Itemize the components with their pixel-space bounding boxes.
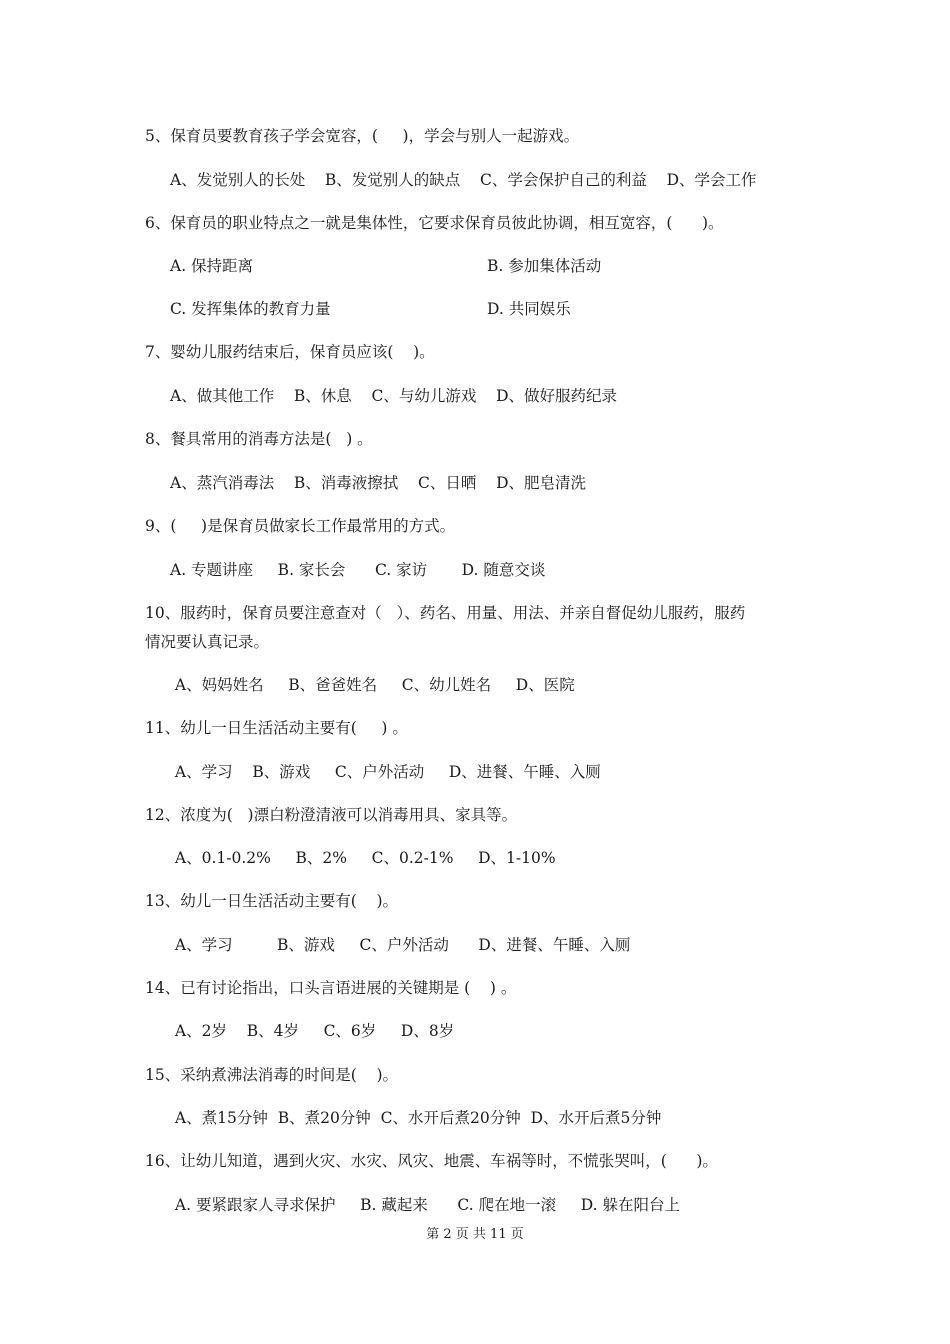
question-15: 15、采纳煮沸法消毒的时间是( )。 (145, 1066, 399, 1084)
option-6b: B. 参加集体活动 (487, 257, 602, 275)
options-14: A、2岁 B、4岁 C、6岁 D、8岁 (170, 1022, 455, 1040)
question-6: 6、保育员的职业特点之一就是集体性，它要求保育员彼此协调，相互宽容，( )。 (145, 214, 724, 232)
question-8: 8、餐具常用的消毒方法是( ) 。 (145, 430, 373, 448)
options-11: A、学习 B、游戏 C、户外活动 D、进餐、午睡、入厕 (170, 763, 601, 781)
question-14: 14、已有讨论指出，口头言语进展的关键期是 ( ) 。 (145, 979, 517, 997)
options-8: A、蒸汽消毒法 B、消毒液擦拭 C、日晒 D、肥皂清洗 (170, 474, 586, 492)
options-9: A. 专题讲座 B. 家长会 C. 家访 D. 随意交谈 (170, 561, 546, 579)
option-6d: D. 共同娱乐 (487, 300, 571, 318)
page-footer: 第 2 页 共 11 页 (426, 1227, 524, 1242)
question-16: 16、让幼儿知道，遇到火灾、水灾、风灾、地震、车祸等时，不慌张哭叫，( )。 (145, 1152, 718, 1170)
question-7: 7、婴幼儿服药结束后，保育员应该( )。 (145, 343, 435, 361)
options-15: A、煮15分钟 B、煮20分钟 C、水开后煮20分钟 D、水开后煮5分钟 (170, 1109, 662, 1127)
option-6c: C. 发挥集体的教育力量 (170, 300, 331, 318)
options-5: A、发觉别人的长处 B、发觉别人的缺点 C、学会保护自己的利益 D、学会工作 (170, 171, 757, 189)
question-12: 12、浓度为( )漂白粉澄清液可以消毒用具、家具等。 (145, 806, 518, 824)
question-5: 5、保育员要教育孩子学会宽容，( )，学会与别人一起游戏。 (145, 127, 580, 145)
question-13: 13、幼儿一日生活活动主要有( )。 (145, 892, 399, 910)
options-12: A、0.1-0.2% B、2% C、0.2-1% D、1-10% (170, 849, 556, 867)
question-10: 10、服药时，保育员要注意查对（ ）、药名、用量、用法、并亲自督促幼儿服药，服药 (145, 604, 746, 622)
question-11: 11、幼儿一日生活活动主要有( ) 。 (145, 719, 408, 737)
question-10-continued: 情况要认真记录。 (145, 633, 270, 651)
options-13: A、学习 B、游戏 C、户外活动 D、进餐、午睡、入厕 (170, 936, 631, 954)
option-6a: A. 保持距离 (170, 257, 254, 275)
options-10: A、妈妈姓名 B、爸爸姓名 C、幼儿姓名 D、医院 (170, 676, 575, 694)
options-7: A、做其他工作 B、休息 C、与幼儿游戏 D、做好服药纪录 (170, 387, 617, 405)
options-16: A. 要紧跟家人寻求保护 B. 藏起来 C. 爬在地一滚 D. 躲在阳台上 (170, 1196, 680, 1214)
question-9: 9、( )是保育员做家长工作最常用的方式。 (145, 517, 456, 535)
